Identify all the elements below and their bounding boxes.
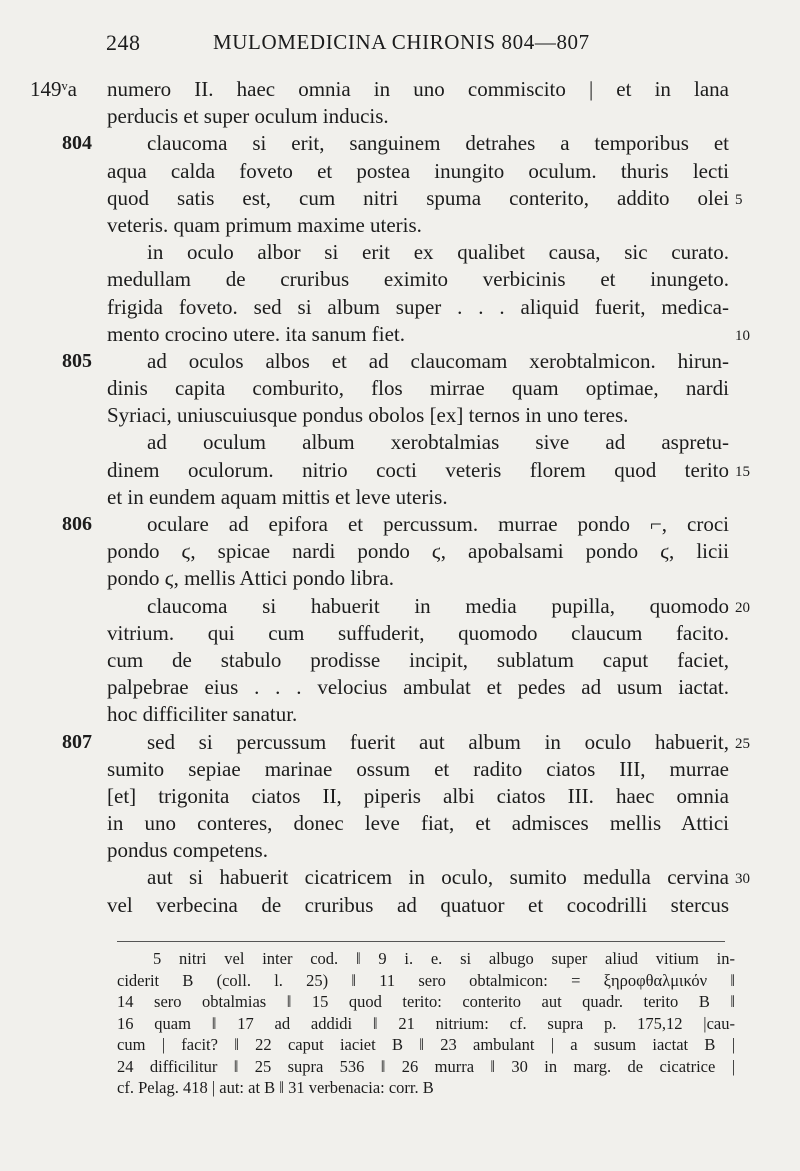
footnote-line [0,970,800,992]
text-line [0,103,800,130]
page-number: 248 [106,30,141,55]
text-line [0,294,800,321]
line-text: aqua calda foveto et postea inungito oculum. thuris lecti [107,158,729,183]
line-text: claucoma si habuerit in media pupilla, quomodo [147,593,729,618]
text-line [0,538,800,565]
main-text [0,76,800,919]
text-line [0,348,800,375]
line-text: hoc difficiliter sanatur. [107,702,298,727]
line-text: pondo ϛ, spicae nardi pondo ϛ, apobalsami pondo ϛ, licii [107,539,729,564]
section-number: 806 [62,513,92,535]
line-text: aut si habuerit cicatricem in oculo, sumito medulla cervina [147,865,729,890]
footnote-text: cf. Pelag. 418 | aut: at B ‖ 31 verbenacia: corr. B [117,1078,434,1097]
text-line [0,783,800,810]
line-text: in oculo albor si erit ex qualibet causa, sic curato. [147,240,729,265]
text-line [0,457,800,484]
line-text: numero II. haec omnia in uno commiscito | et in lana [107,77,729,101]
line-text: claucoma si erit, sanguinem detrahes a temporibus et [147,131,729,156]
line-text: pondo ϛ, mellis Attici pondo libra. [107,566,395,591]
line-number: 10 [735,327,750,344]
line-text: ad oculos albos et ad claucomam xerobtalmicon. hirun- [147,348,729,373]
footnote-text: 5 nitri vel inter cod. ‖ 9 i. e. si albugo super aliud vitium in- [153,949,735,968]
line-text: ad oculum album xerobtalmias sive ad aspretu- [147,430,729,455]
section-number: 807 [62,730,92,753]
line-text: veteris. quam primum maxime uteris. [107,212,422,237]
line-text: sed si percussum fuerit aut album in oculo habuerit, [147,729,729,754]
footnote-rule [117,941,725,942]
section-number: 805 [62,349,92,372]
text-line [0,892,800,919]
text-line [0,674,800,701]
text-line [0,511,800,538]
line-text: dinis capita comburito, flos mirrae quam optimae, nardi [107,376,729,401]
line-text: palpebrae eius . . . velocius ambulat et pedes ad usum iactat. [107,675,729,700]
line-text: frigida foveto. sed si album super . . . aliquid fuerit, medica- [107,294,729,319]
text-line [0,864,800,891]
footnote-text: ciderit B (coll. l. 25) ‖ 11 sero obtalmicon: = ξηροφθαλμικόν ‖ [117,970,735,990]
line-text: oculare ad epifora et percussum. murrae pondo ⌐, croci [147,512,729,536]
text-line [0,130,800,157]
line-text: perducis et super oculum inducis. [107,104,389,129]
footnote-text: 24 difficilitur ‖ 25 supra 536 ‖ 26 murra ‖ 30 in marg. de cicatrice | [117,1056,735,1076]
line-text: Syriaci, uniuscuiusque pondus obolos [ex] ternos in uno teres. [107,403,629,428]
line-text: et in eundem aquam mittis et leve uteris. [107,484,448,509]
line-text: mento crocino utere. ita sanum fiet. [107,321,405,346]
text-line [0,484,800,511]
text-line [0,321,800,348]
line-text: [et] trigonita ciatos II, piperis albi ciatos III. haec omnia [107,783,729,808]
text-line [0,810,800,837]
apparatus-criticus [0,948,800,1099]
section-number: 804 [62,132,92,155]
footnote-line [0,991,800,1013]
line-number: 30 [735,871,750,888]
line-text: in uno conteres, donec leve fiat, et admisces mellis Attici [107,811,729,836]
running-header [0,30,800,60]
text-line [0,212,800,239]
text-line [0,266,800,293]
text-line [0,620,800,647]
text-line [0,756,800,783]
footnote-line [0,1034,800,1056]
text-line [0,76,800,103]
line-text: pondus competens. [107,838,268,863]
line-text: vel verbecina de cruribus ad quatuor et cocodrilli stercus [107,892,729,917]
line-number: 5 [735,191,743,208]
footnote-line [0,1077,800,1099]
text-line [0,593,800,620]
line-text: medullam de cruribus eximito verbicinis et inungeto. [107,267,729,292]
line-text: cum de stabulo prodisse incipit, sublatum caput faciet, [107,647,729,672]
footnote-line [0,1056,800,1078]
text-line [0,375,800,402]
footnote-line [0,1013,800,1035]
footnote-text: cum | facit? ‖ 22 caput iaciet B ‖ 23 ambulant | a susum iactat B | [117,1035,735,1054]
line-number: 20 [735,599,750,616]
line-text: dinem oculorum. nitrio cocti veteris florem quod terito [107,457,729,482]
line-text: quod satis est, cum nitri spuma conterito, addito olei [107,185,729,210]
text-line [0,729,800,756]
text-line [0,239,800,266]
footnote-line [0,948,800,970]
text-line [0,185,800,212]
line-number: 25 [735,735,750,752]
footnote-text: 14 sero obtalmias ‖ 15 quod terito: conterito aut quadr. terito B ‖ [117,992,735,1011]
footnote-text: 16 quam ‖ 17 ad addidi ‖ 21 nitrium: cf. supra p. 175,12 |cau- [117,1013,735,1033]
text-line [0,837,800,864]
text-line [0,647,800,674]
line-text: sumito sepiae marinae ossum et radito ciatos III, murrae [107,756,729,781]
text-line [0,701,800,728]
text-line [0,158,800,185]
manuscript-reference: 149ᵛa [30,77,77,101]
line-text: vitrium. qui cum suffuderit, quomodo claucum facito. [107,620,729,645]
text-line [0,402,800,429]
text-line [0,565,800,592]
text-line [0,429,800,456]
running-title: MULOMEDICINA CHIRONIS 804—807 [213,30,590,54]
line-number: 15 [735,463,750,480]
